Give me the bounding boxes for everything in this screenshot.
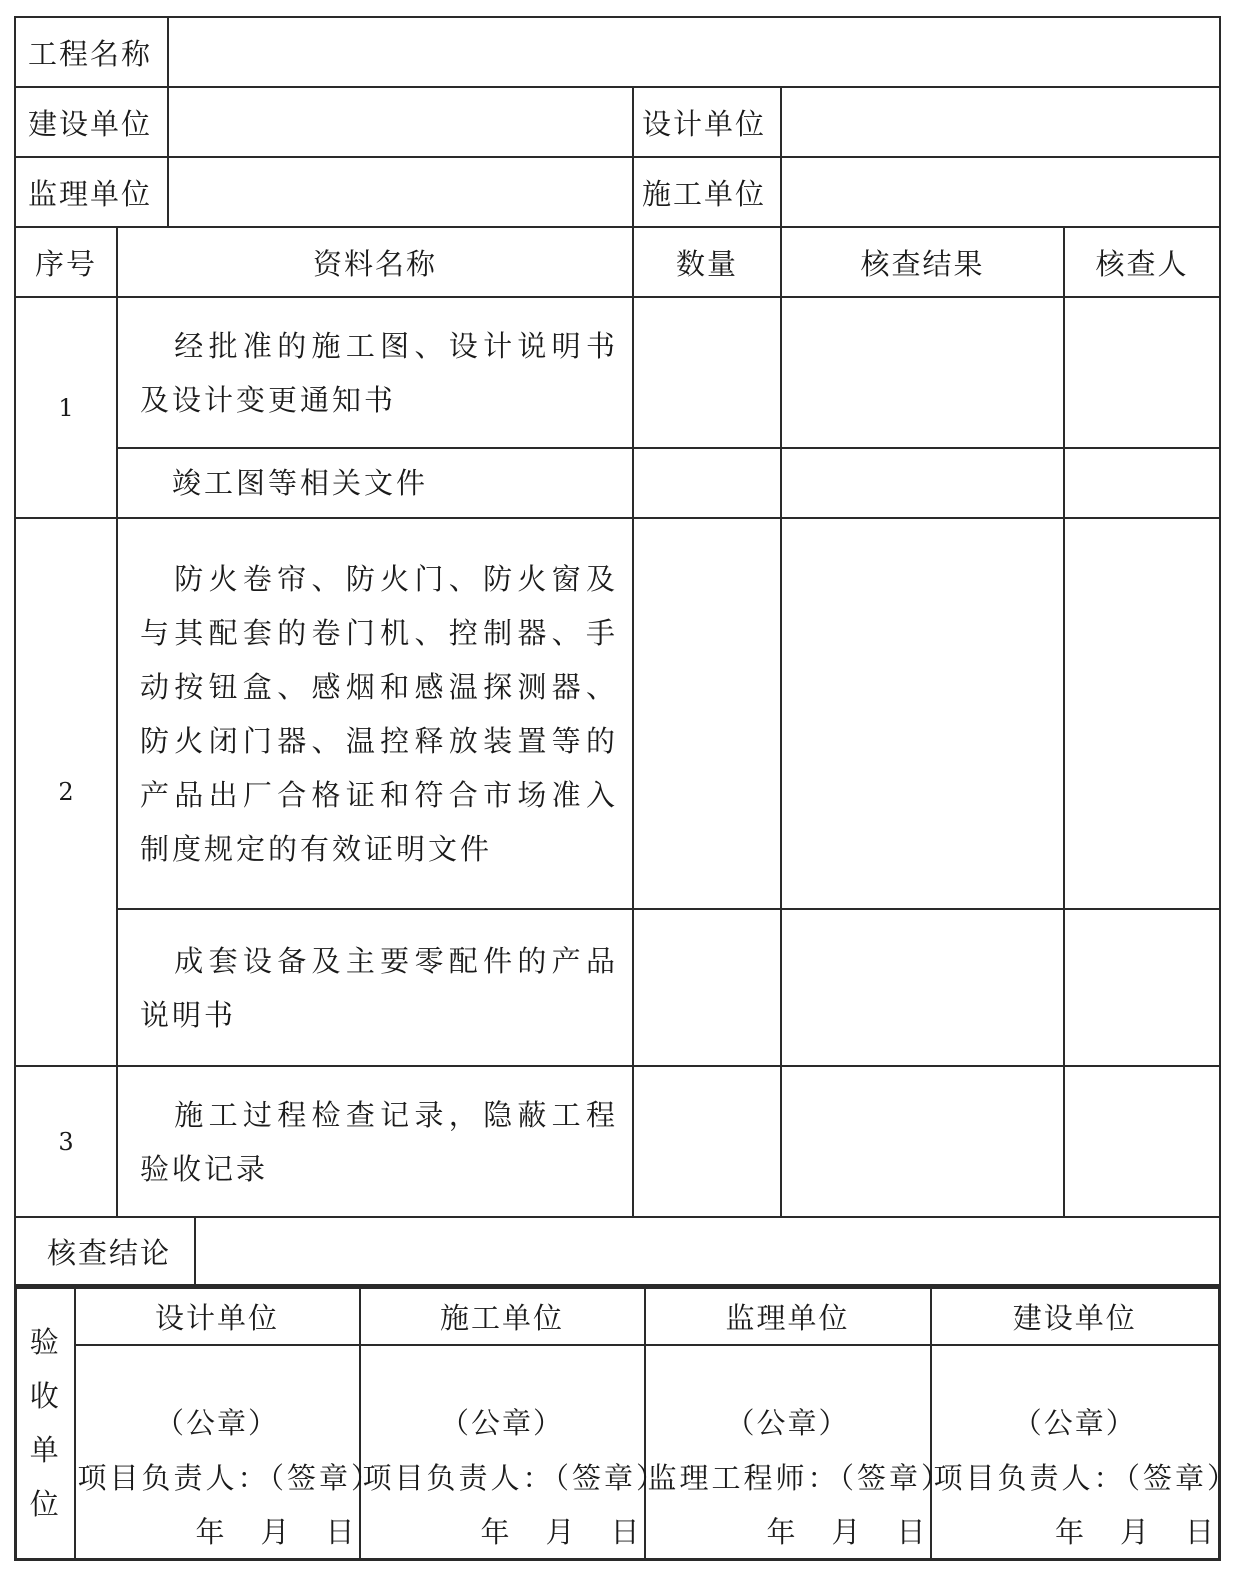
day-label: 日: [1184, 1514, 1214, 1549]
doc-name-text: 防火卷帘、防火门、防火窗及与其配套的卷门机、控制器、手动按钮盒、感烟和感温探测器、防火闭门器、温控释放装置等的产品出厂合格证和符合市场准入制度规定的有效证明文件: [140, 561, 618, 866]
builder-unit-heading: 施工单位: [360, 1288, 645, 1345]
acceptance-label-char: 位: [29, 1487, 61, 1522]
design-unit-label: 设计单位: [633, 87, 781, 157]
doc-name-cell: [117, 297, 633, 448]
builder-unit-label: 施工单位: [633, 157, 781, 227]
table-row: [15, 518, 1220, 909]
construction-signature-cell[interactable]: [931, 1345, 1240, 1560]
year-label: 年: [480, 1514, 510, 1549]
acceptance-table: [14, 1286, 1240, 1561]
builder-signature-cell[interactable]: [360, 1345, 669, 1560]
design-unit-field[interactable]: [781, 87, 1220, 157]
year-label: 年: [766, 1514, 796, 1549]
table-row: [15, 1066, 1220, 1217]
month-label: 月: [260, 1514, 290, 1549]
date-line: [646, 1506, 930, 1558]
col-header-seq: 序号: [15, 227, 117, 297]
quantity-cell[interactable]: [633, 909, 781, 1066]
result-cell[interactable]: [781, 448, 1064, 518]
checker-cell[interactable]: [1064, 448, 1220, 518]
date-line: [76, 1506, 359, 1558]
doc-name-cell: [117, 1066, 633, 1217]
seal-text: （公章）: [1012, 1405, 1137, 1440]
supervision-signature-cell[interactable]: [645, 1345, 954, 1560]
conclusion-table: [14, 1216, 1221, 1286]
quantity-cell[interactable]: [633, 448, 781, 518]
seal-text: （公章）: [725, 1405, 850, 1440]
table-row: [15, 909, 1220, 1066]
year-label: 年: [1054, 1514, 1084, 1549]
row-seq: 3: [15, 1066, 117, 1217]
checker-cell[interactable]: [1064, 297, 1220, 448]
signer-text: 项目负责人：（签章）: [933, 1460, 1240, 1495]
result-cell[interactable]: [781, 297, 1064, 448]
checker-cell[interactable]: [1064, 518, 1220, 909]
acceptance-unit-label: [16, 1288, 75, 1560]
doc-name-text: 施工过程检查记录，隐蔽工程验收记录: [140, 1097, 618, 1186]
row-seq: 2: [15, 518, 117, 1066]
result-cell[interactable]: [781, 1066, 1064, 1217]
result-cell[interactable]: [781, 518, 1064, 909]
day-label: 日: [325, 1514, 355, 1549]
month-label: 月: [831, 1514, 861, 1549]
supervision-unit-label: 监理单位: [15, 157, 168, 227]
conclusion-label: 核查结论: [15, 1217, 195, 1285]
doc-name-text: 经批准的施工图、设计说明书及设计变更通知书: [140, 328, 618, 417]
checker-cell[interactable]: [1064, 909, 1220, 1066]
signer-text: 监理工程师：（签章）: [647, 1460, 954, 1495]
construction-unit-field[interactable]: [168, 87, 633, 157]
acceptance-label-char: 收: [29, 1379, 61, 1414]
col-header-checker: 核查人: [1064, 227, 1220, 297]
day-label: 日: [896, 1514, 926, 1549]
col-header-result: 核查结果: [781, 227, 1064, 297]
builder-unit-field[interactable]: [781, 157, 1220, 227]
seal-text: （公章）: [154, 1405, 279, 1440]
project-name-field[interactable]: [168, 17, 1220, 87]
construction-unit-heading: 建设单位: [931, 1288, 1220, 1345]
table-row: [15, 297, 1220, 448]
design-signature-cell[interactable]: [75, 1345, 384, 1560]
acceptance-label-char: 单: [29, 1433, 61, 1468]
date-line: [932, 1506, 1219, 1558]
month-label: 月: [1119, 1514, 1149, 1549]
design-unit-heading: 设计单位: [75, 1288, 360, 1345]
project-info-table: [14, 16, 1221, 228]
conclusion-field[interactable]: [195, 1217, 1220, 1285]
row-seq: 1: [15, 297, 117, 518]
construction-unit-label: 建设单位: [15, 87, 168, 157]
doc-name-text: 竣工图等相关文件: [172, 466, 429, 500]
doc-name-cell: [117, 448, 633, 518]
quantity-cell[interactable]: [633, 518, 781, 909]
doc-name-cell: [117, 909, 633, 1066]
supervision-unit-field[interactable]: [168, 157, 633, 227]
project-name-label: 工程名称: [15, 17, 168, 87]
day-label: 日: [610, 1514, 640, 1549]
checker-cell[interactable]: [1064, 1066, 1220, 1217]
signer-text: 项目负责人：（签章）: [77, 1460, 384, 1495]
year-label: 年: [195, 1514, 225, 1549]
col-header-doc-name: 资料名称: [117, 227, 633, 297]
month-label: 月: [545, 1514, 575, 1549]
acceptance-label-char: 验: [29, 1325, 61, 1360]
doc-name-cell: [117, 518, 633, 909]
date-line: [361, 1506, 644, 1558]
column-header-row: [15, 227, 1220, 297]
supervision-unit-heading: 监理单位: [645, 1288, 931, 1345]
document-checklist-table: [14, 226, 1221, 1218]
table-row: [15, 448, 1220, 518]
result-cell[interactable]: [781, 909, 1064, 1066]
quantity-cell[interactable]: [633, 1066, 781, 1217]
doc-name-text: 成套设备及主要零配件的产品说明书: [140, 943, 618, 1032]
quantity-cell[interactable]: [633, 297, 781, 448]
col-header-quantity: 数量: [633, 227, 781, 297]
signer-text: 项目负责人：（签章）: [362, 1460, 669, 1495]
seal-text: （公章）: [439, 1405, 564, 1440]
